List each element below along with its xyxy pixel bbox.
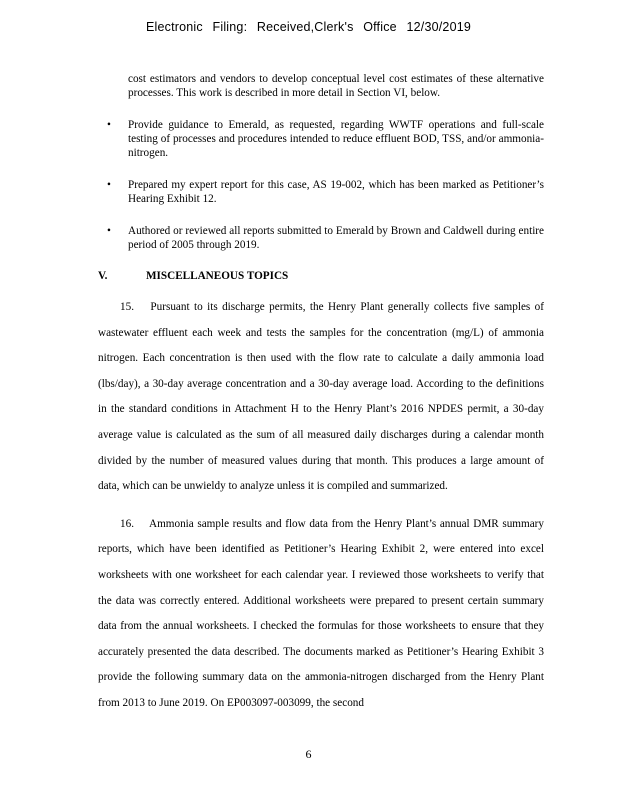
numbered-paragraph xyxy=(98,295,544,500)
bullet-item xyxy=(98,178,544,206)
section-heading xyxy=(98,269,544,283)
paragraph-text: Pursuant to its discharge permits, the Henry Plant generally collects five samples of wastewater effluent each week and tests the samples for the concentration (mg/L) of ammonia nitrogen. Each concentration is then used with the flow rate to calculate a daily ammonia load (lbs/day), a 30-day average concentration and a 30-day average load. According to the definitions in the standard conditions in Attachment H to the Henry Plant’s 2016 NPDES permit, a 30-day average value is calculated as the sum of all measured daily discharges during a calendar month divided by the number of measured values during that month. This produces a large amount of data, which can be unwieldy to analyze unless it is compiled and summarized. xyxy=(98,301,544,493)
bullet-text: Authored or reviewed all reports submitted to Emerald by Brown and Caldwell during entire period of 2005 through 2019. xyxy=(128,225,544,251)
bullet-text: Prepared my expert report for this case, AS 19-002, which has been marked as Petitioner’s Hearing Exhibit 12. xyxy=(128,179,544,205)
continued-paragraph: cost estimators and vendors to develop conceptual level cost estimates of these alternative processes. This work is described in more detail in Section VI, below. xyxy=(128,73,544,99)
bullet-icon: • xyxy=(107,179,111,191)
bullet-item xyxy=(98,224,544,252)
page-number: 6 xyxy=(305,747,312,761)
filing-header: Electronic Filing: Received,Clerk's Office 12/30/2019 xyxy=(145,20,472,34)
document-body xyxy=(98,72,544,728)
section-number: V. xyxy=(98,270,108,282)
bullet-text: Provide guidance to Emerald, as requested, regarding WWTF operations and full-scale testing of processes and procedures intended to reduce effluent BOD, TSS, and/or ammonia-nitrogen. xyxy=(128,119,544,159)
bullet-item xyxy=(98,118,544,160)
paragraph-number: 15. xyxy=(120,301,134,313)
numbered-paragraph xyxy=(98,512,544,717)
bullet-icon: • xyxy=(107,119,111,131)
section-title: MISCELLANEOUS TOPICS xyxy=(146,270,289,282)
bullet-icon: • xyxy=(107,225,111,237)
paragraph-text: Ammonia sample results and flow data from the Henry Plant’s annual DMR summary reports, which have been identified as Petitioner’s Hearing Exhibit 2, were entered into excel worksheets with one worksheet for each calendar year. I reviewed those worksheets to verify that the data was correctly entered. Additional worksheets were prepared to present certain summary data from the annual worksheets. I checked the formulas for those worksheets to ensure that they accurately presented the data described. The documents marked as Petitioner’s Hearing Exhibit 3 provide the following summary data on the ammonia-nitrogen discharged from the Henry Plant from 2013 to June 2019. On EP003097-003099, the second xyxy=(98,517,544,709)
paragraph-number: 16. xyxy=(120,517,134,530)
